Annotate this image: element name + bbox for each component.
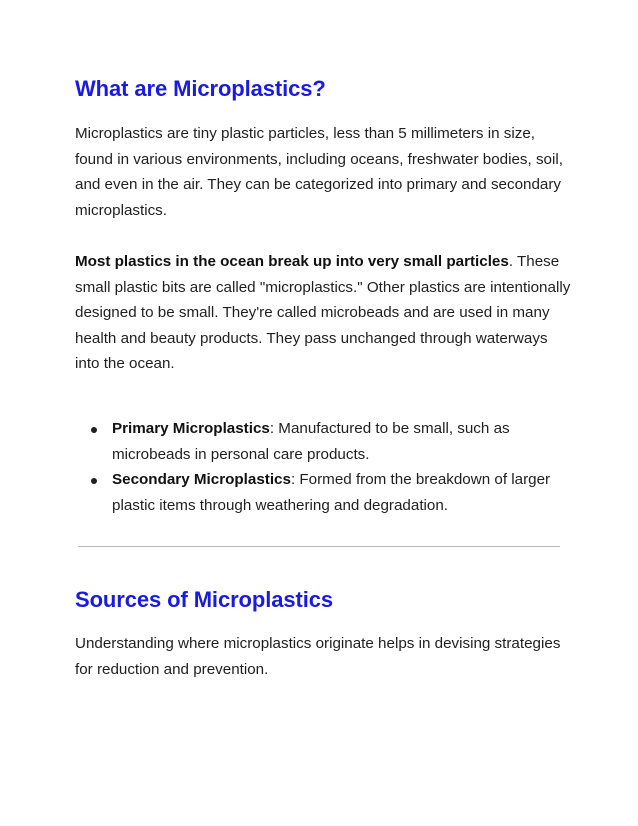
intro-paragraph: Microplastics are tiny plastic particles, less than 5 millimeters in size, found in various environments, including oceans, freshwater bodies, soil, and even in the air. They can be categorized into primary and secondary microplastics. <box>75 125 563 219</box>
section-heading-sources-of-microplastics: Sources of Microplastics <box>75 587 334 612</box>
list-item-primary <box>75 416 555 467</box>
bullet-dot-icon <box>91 427 97 433</box>
horizontal-divider <box>78 546 560 547</box>
list-item-text: : Manufactured to be small, such as microbeads in personal care products. <box>112 420 510 463</box>
list-item-term: Primary Microplastics <box>112 420 270 437</box>
bullet-dot-icon <box>91 478 97 484</box>
list-item-secondary <box>75 467 555 518</box>
microplastic-types-list <box>75 416 555 518</box>
list-item-text: : Formed from the breakdown of larger plastic items through weathering and degradation. <box>112 471 551 514</box>
ocean-paragraph-bold-lead: Most plastics in the ocean break up into very small particles <box>75 253 509 270</box>
ocean-paragraph <box>75 249 575 377</box>
ocean-paragraph-text: . These small plastic bits are called "microplastics." Other plastics are intentionally designed to be small. They're called microbeads and are used in many health and beauty products. They pass unchanged through waterways into the ocean. <box>75 253 571 372</box>
section-heading-what-are-microplastics: What are Microplastics? <box>75 76 326 101</box>
list-item-term: Secondary Microplastics <box>112 471 291 488</box>
sources-paragraph: Understanding where microplastics originate helps in devising strategies for reduction and prevention. <box>75 635 561 678</box>
